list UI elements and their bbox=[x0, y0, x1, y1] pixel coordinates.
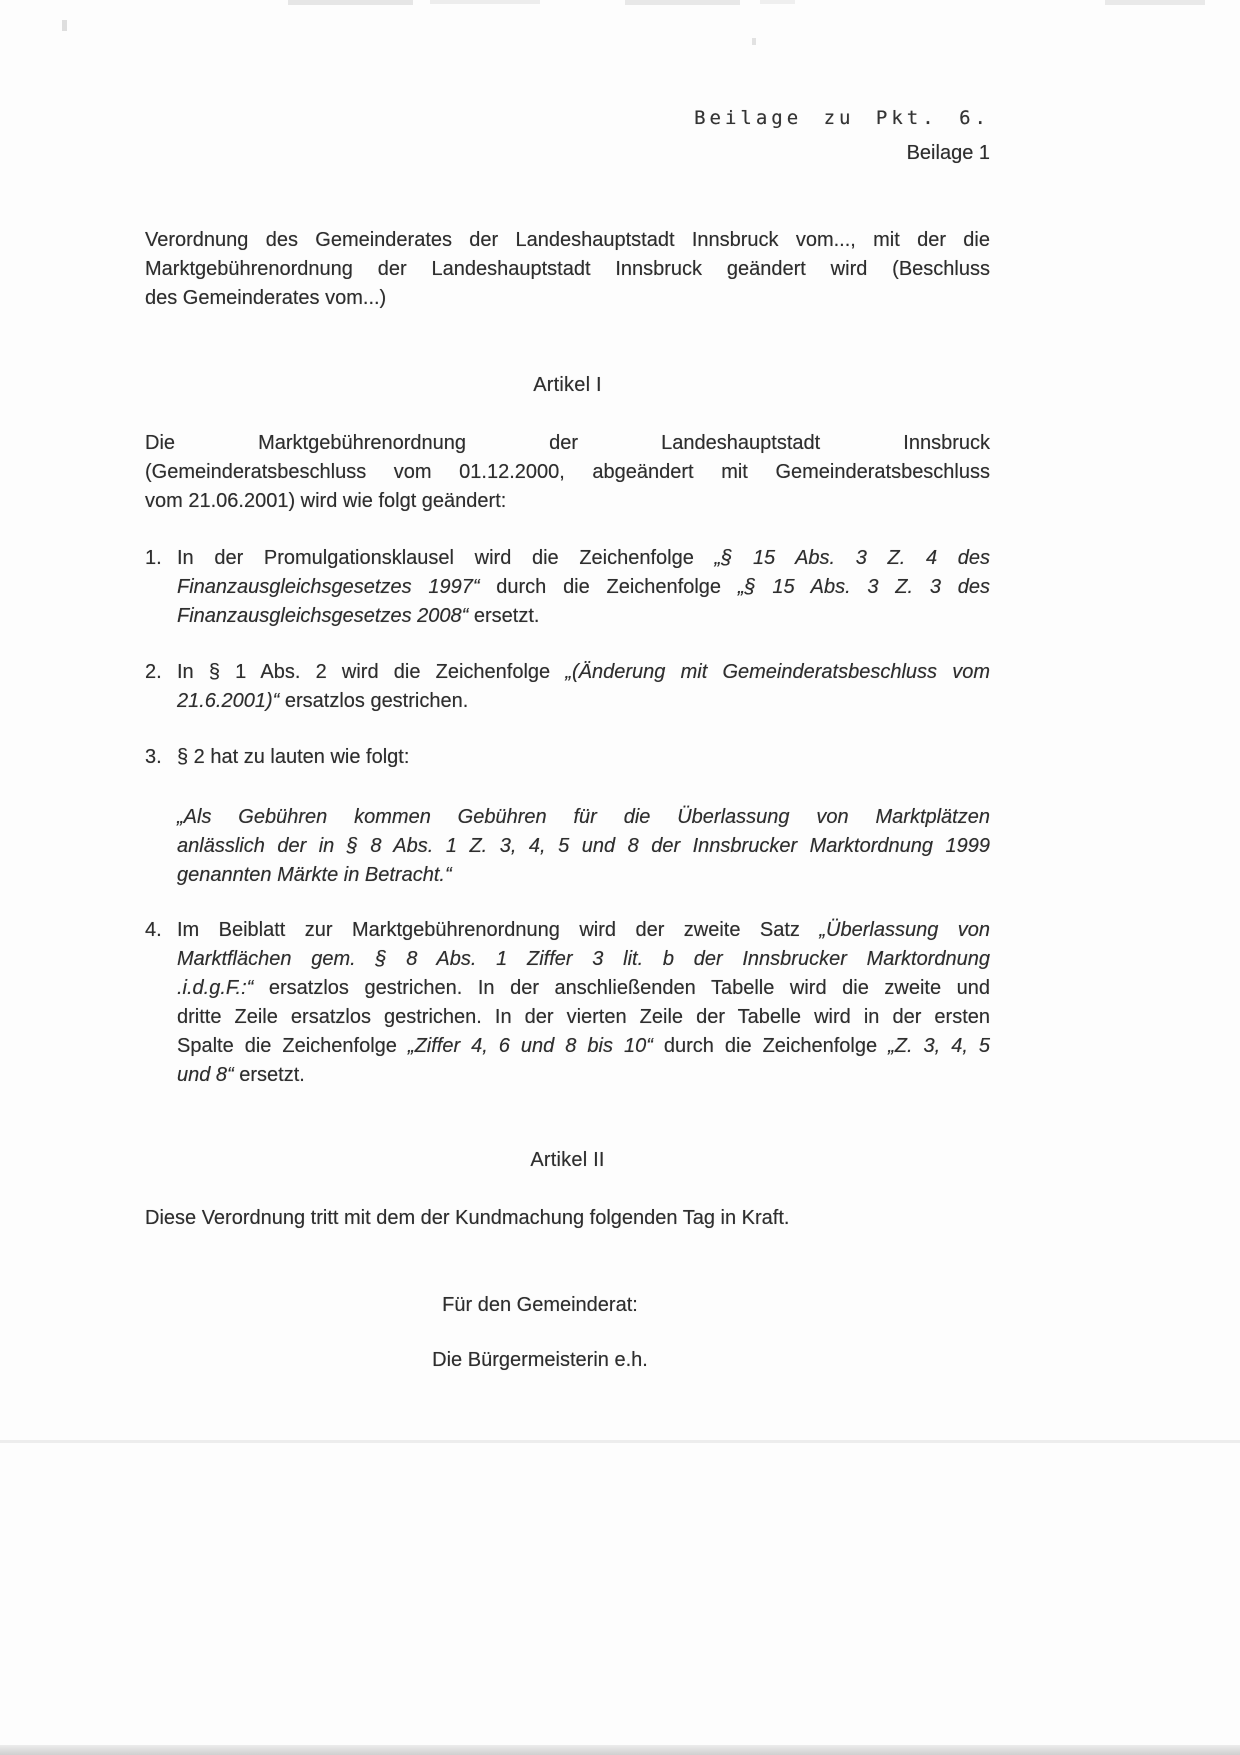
scan-artifact-top bbox=[625, 0, 740, 5]
title-line: Verordnung des Gemeinderates der Landeshauptstadt Innsbruck vom..., mit der die bbox=[145, 229, 990, 251]
quote-line: anlässlich der in § 8 Abs. 1 Z. 3, 4, 5 und 8 der Innsbrucker Marktordnung 1999 bbox=[177, 835, 990, 857]
item-line: Spalte die Zeichenfolge „Ziffer 4, 6 und 8 bis 10“ durch die Zeichenfolge „Z. 3, 4, 5 bbox=[177, 1035, 991, 1057]
corner-note: Beilage zu Pkt. 6. bbox=[694, 107, 990, 129]
title-line: Marktgebührenordnung der Landeshauptstadt Innsbruck geändert wird (Beschluss bbox=[145, 258, 990, 280]
quote-line: genannten Märkte in Betracht.“ bbox=[177, 864, 452, 886]
item-line: Finanzausgleichsgesetzes 2008“ ersetzt. bbox=[177, 605, 540, 627]
article-1-heading: Artikel I bbox=[533, 374, 602, 396]
item-line: § 2 hat zu lauten wie folgt: bbox=[177, 746, 410, 768]
title-line: des Gemeinderates vom...) bbox=[145, 287, 387, 309]
item-line: In § 1 Abs. 2 wird die Zeichenfolge „(Änderung mit Gemeinderatsbeschluss vom bbox=[177, 661, 990, 683]
list-item-4 bbox=[145, 916, 990, 1090]
article-2-heading: Artikel II bbox=[530, 1149, 605, 1171]
item-number: 4. bbox=[145, 919, 162, 941]
item-line: dritte Zeile ersatzlos gestrichen. In der vierten Zeile der Tabelle wird in der ersten bbox=[177, 1006, 990, 1028]
document-title bbox=[145, 226, 990, 313]
article-1-intro bbox=[145, 429, 990, 516]
intro-line: Die Marktgebührenordnung der Landeshauptstadt Innsbruck bbox=[145, 432, 990, 454]
item-line: und 8“ ersetzt. bbox=[177, 1064, 305, 1086]
scan-artifact-top bbox=[430, 0, 540, 4]
list-item-3 bbox=[145, 743, 990, 772]
scan-artifact-top bbox=[760, 0, 795, 4]
quoted-paragraph bbox=[145, 803, 990, 890]
signature-name: Die Bürgermeisterin e.h. bbox=[432, 1349, 648, 1371]
effective-date-sentence: Diese Verordnung tritt mit dem der Kundmachung folgenden Tag in Kraft. bbox=[145, 1207, 790, 1229]
list-item-2 bbox=[145, 658, 990, 716]
item-number: 3. bbox=[145, 746, 162, 768]
scan-speck bbox=[752, 38, 756, 45]
item-line: In der Promulgationsklausel wird die Zeichenfolge „§ 15 Abs. 3 Z. 4 des bbox=[177, 547, 990, 569]
scan-speck bbox=[62, 20, 67, 31]
item-line: Finanzausgleichsgesetzes 1997“ durch die Zeichenfolge „§ 15 Abs. 3 Z. 3 des bbox=[177, 576, 990, 598]
list-item-1 bbox=[145, 544, 990, 631]
item-line: Im Beiblatt zur Marktgebührenordnung wird der zweite Satz „Überlassung von bbox=[177, 919, 990, 941]
intro-line: (Gemeinderatsbeschluss vom 01.12.2000, abgeändert mit Gemeinderatsbeschluss bbox=[145, 461, 990, 483]
item-number: 1. bbox=[145, 547, 162, 569]
faint-horizontal-rule bbox=[0, 1440, 1240, 1443]
item-line: 21.6.2001)“ ersatzlos gestrichen. bbox=[177, 690, 469, 712]
scan-artifact-bottom-edge bbox=[0, 1745, 1240, 1755]
item-line: .i.d.g.F.:“ ersatzlos gestrichen. In der anschließenden Tabelle wird die zweite und bbox=[177, 977, 990, 999]
scan-artifact-top bbox=[288, 0, 413, 5]
signature-intro: Für den Gemeinderat: bbox=[442, 1294, 638, 1316]
item-number: 2. bbox=[145, 661, 162, 683]
scan-artifact-top bbox=[1105, 0, 1205, 5]
item-line: Marktflächen gem. § 8 Abs. 1 Ziffer 3 lit. b der Innsbrucker Marktordnung bbox=[177, 948, 990, 970]
attachment-label: Beilage 1 bbox=[906, 142, 990, 164]
quote-line: „Als Gebühren kommen Gebühren für die Überlassung von Marktplätzen bbox=[177, 806, 990, 828]
intro-line: vom 21.06.2001) wird wie folgt geändert: bbox=[145, 490, 507, 512]
